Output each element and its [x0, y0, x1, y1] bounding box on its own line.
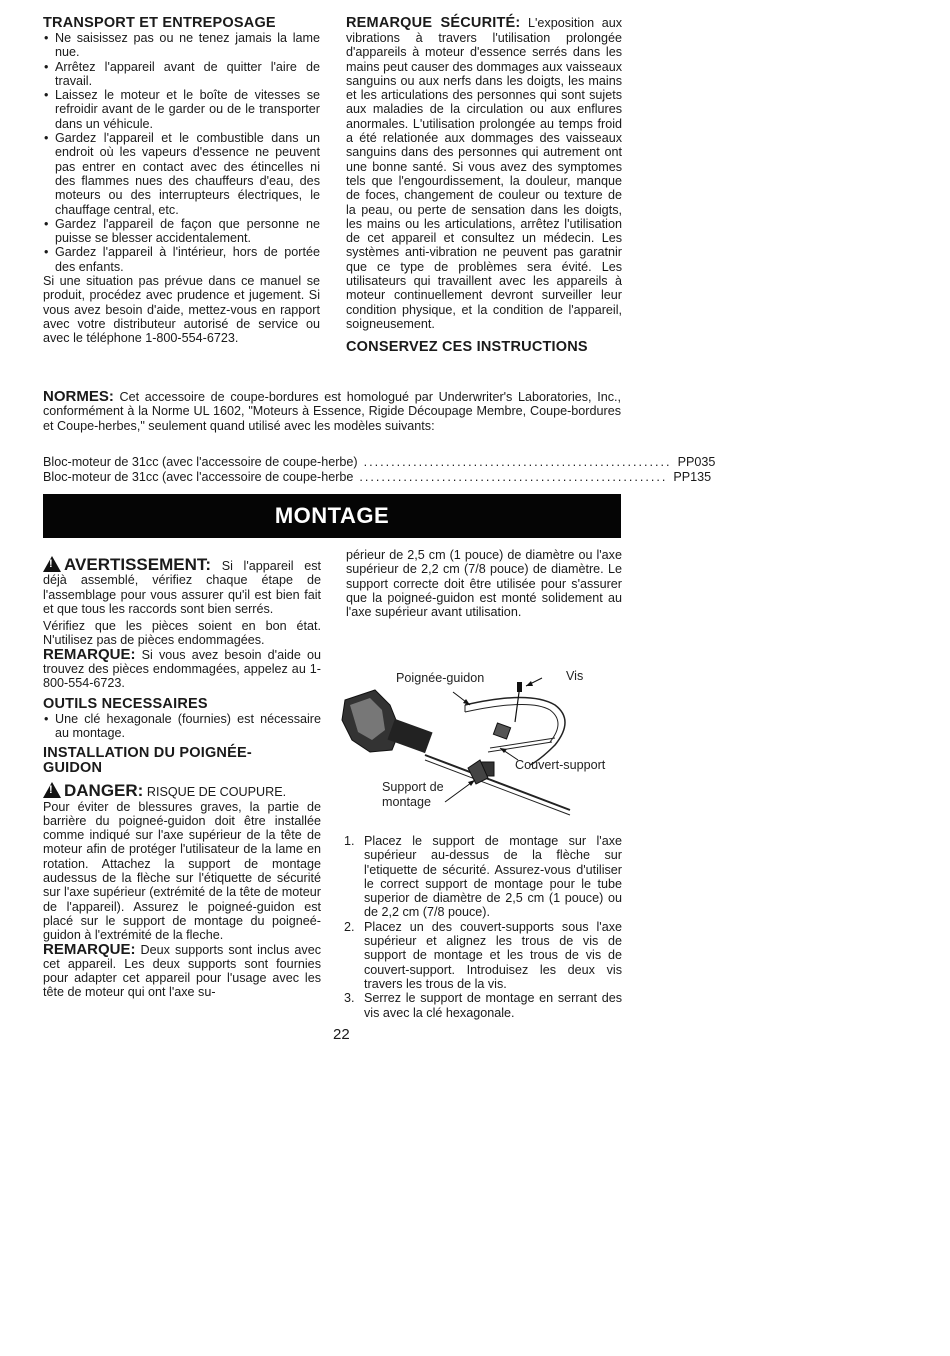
label-couvert: Couvert-support [515, 758, 606, 772]
danger-lead: DANGER: [64, 781, 144, 801]
model-code: PP135 [673, 470, 712, 484]
label-montage: montage [382, 795, 432, 809]
avertissement-lead: AVERTISSEMENT: [64, 555, 212, 574]
list-item: • Gardez l'appareil à l'intérieur, hors de portée des enfants. [43, 245, 320, 274]
install-heading-line: INSTALLATION DU POIGNÉE- [43, 745, 252, 762]
montage-left-column [43, 556, 321, 1000]
list-item: • Laissez le moteur et le boîte de vitesses se refroidir avant de le garder ou de le transporter dans un véhicule. [43, 88, 320, 131]
page-number: 22 [333, 1026, 350, 1043]
steps-list [344, 834, 622, 1020]
outils-heading: OUTILS NECESSAIRES [43, 695, 208, 712]
list-item [344, 991, 622, 1020]
leader-dots: ........................................................ [363, 455, 672, 469]
model-code: PP035 [677, 455, 716, 469]
montage-banner: MONTAGE [43, 494, 621, 538]
list-item [344, 920, 622, 991]
step-number: 2. [344, 919, 355, 934]
label-support: Support de [382, 780, 444, 794]
danger-line [43, 782, 321, 799]
list-item: • Arrêtez l'appareil avant de quitter l'aire de travail. [43, 60, 320, 89]
securite-section [346, 16, 622, 355]
list-item: • Gardez l'appareil et le combustible dans un endroit où les vapeurs d'essence ne peuvent pas entrer en contact avec des étincelles ni des flammes nues des chauffeurs d'eau, des moteurs ou des interrupteurs électriques, le chauffage central, etc. [43, 131, 320, 217]
list-item: • Ne saisissez pas ou ne tenez jamais la lame nue. [43, 31, 320, 60]
verif-paragraph: Vérifiez que les pièces soient en bon état. N'utilisez pas de pièces endommagées. [43, 619, 321, 648]
warning-triangle-icon [43, 782, 61, 798]
remarque2-lead: REMARQUE: [43, 940, 136, 958]
remarque2-paragraph [43, 940, 321, 1000]
avertissement-paragraph [43, 556, 321, 616]
step-number: 1. [344, 834, 355, 848]
model-row [43, 455, 716, 470]
model-desc: Bloc-moteur de 31cc (avec l'accessoire de coupe-herbe) [43, 455, 358, 469]
normes-paragraph [43, 390, 621, 433]
list-item: • Gardez l'appareil de façon que personne ne puisse se blesser accidentalement. [43, 217, 320, 246]
handle-installation-figure [330, 660, 620, 820]
remarque1-text: Si vous avez besoin d'aide ou trouvez des pièces endommagées, appelez au 1-800-554-6723. [43, 647, 322, 691]
danger-text: Pour éviter de blessures graves, la partie de barrière du poigneé-guidon doit être installée comme indiqué sur l'axe supérieur de la tête de moteur afin de protéger l'utilisateur de la lame en rotation. Attachez la support de montage audessus de la flèche sur l'étiquette de sécurité sur l'axe supérieur (extrémité de la tête de moteur de l'appareil). Assurez le poigneé-guidon est placé sur le support de montage du poigneé-guidon à l'extrémité de la fleche. [43, 799, 321, 943]
list-item [344, 834, 622, 920]
leader-dots: ........................................................ [359, 470, 668, 484]
remarque1-lead: REMARQUE: [43, 645, 136, 663]
securite-lead: REMARQUE SÉCURITÉ: [346, 15, 521, 31]
avertissement-text: Si l'appareil est déjà assemblé, vérifiez chaque étape de l'assemblage pour vous assurer qu'il est bien fait et que tous les raccords sont bien serrés. [43, 559, 322, 616]
list-item: • Une clé hexagonale (fournies) est nécessaire au montage. [43, 712, 321, 741]
transport-note: Si une situation pas prévue dans ce manuel se produit, procédez avec prudence et jugement. Si vous avez besoin d'aide, mettez-vous en rapport avec votre distributeur autorisé de service ou avec le téléphone 1-800-554-6723. [43, 274, 320, 346]
step-text: Placez le support de montage sur l'axe supérieur au-dessus de la flèche sur l'etiquette de sécurité. Assurez-vous d'utiliser le correct support de montage pour le tube superior de diamètre de 2,5 cm (1 pouce) ou de 2,2 cm (7/8 pouce). [364, 834, 622, 920]
install-heading [43, 746, 321, 776]
normes-text: Cet accessoire de coupe-bordures est homologué par Underwriter's Laboratories, Inc., conformément à la Norme UL 1602, "Moteurs à Essence, Rigide Découpage Membre, Coupe-bordures et Coupe-herbes," seulement quand utilisé avec les modèles suivants: [43, 390, 622, 433]
danger-sub: RISQUE DE COUPURE. [146, 785, 287, 800]
step-text: Serrez le support de montage en serrant des vis avec la clé hexagonale. [364, 991, 622, 1020]
label-vis: Vis [566, 669, 584, 683]
warning-triangle-icon [43, 556, 61, 572]
conservez-heading: CONSERVEZ CES INSTRUCTIONS [346, 339, 588, 356]
remarque1-paragraph [43, 645, 322, 691]
step-text: Placez un des couvert-supports sous l'axe supérieur et alignez les trous de vis de support de montage et les trous de vis de couvert-support. Introduisez les deux vis travers les trous de la vis. [364, 919, 622, 991]
transport-section [43, 16, 320, 346]
montage-cont-text: périeur de 2,5 cm (1 pouce) de diamètre ou l'axe supérieur de 2,2 cm (7/8 pouce) de diamètre. Le support correcte doit être utilisée pour s'assurer que la poigneé-guidon est monté solidement au l'axe supérieur avant utilisation. [346, 548, 622, 620]
securite-text: L'exposition aux vibrations à travers l'utilisation prolongée d'appareils à moteur d'essence serrés dans les mains peut causer des dommages aux vaisseaux sanguins ou aux nerfs dans les doigts, les mains et les articulations des personnes qui sont sujets aux maladies de la circulation ou aux enflures anormales. L'utilisation prolongée au temps froid a été relationée aux dommages des vaisseaux sanguins dans des personnes qui autrement ont une bonne santé. Si vous avez des symptomes tels que l'engourdissement, la douleur, manque de foces, changement de couleur ou texture de la peau, ou perte de sensation dans les doigts, les mains ou les articulations, arrêtez l'utilisation de cet appareil et consultez un médecin. Les systèmes anti-vibration ne peuvent pas garatnir que ce type de problèmes sera évité. Les utilisateurs qui travaillent avec les appareils à moteur continuellement devront surveiller leur condition physique, et la condition de l'appareil, soigneusement. [346, 16, 623, 331]
install-heading-line: GUIDON [43, 760, 103, 777]
step-number: 3. [344, 991, 355, 1006]
normes-lead: NORMES: [43, 388, 114, 405]
transport-list [43, 31, 320, 274]
label-poignee: Poignée-guidon [396, 671, 485, 685]
model-row [43, 470, 712, 485]
securite-paragraph [346, 16, 622, 331]
montage-steps [344, 834, 622, 1020]
outils-list [43, 712, 321, 741]
model-desc: Bloc-moteur de 31cc (avec l'accessoire de coupe-herbe [43, 470, 354, 484]
remarque2-text: Deux supports sont inclus avec cet appareil. Les deux supports sont fournies pour adapter cet appareil pour l'usage avec les tête de moteur qui ont l'axe su- [43, 942, 321, 1000]
transport-heading: TRANSPORT ET ENTREPOSAGE [43, 15, 276, 31]
